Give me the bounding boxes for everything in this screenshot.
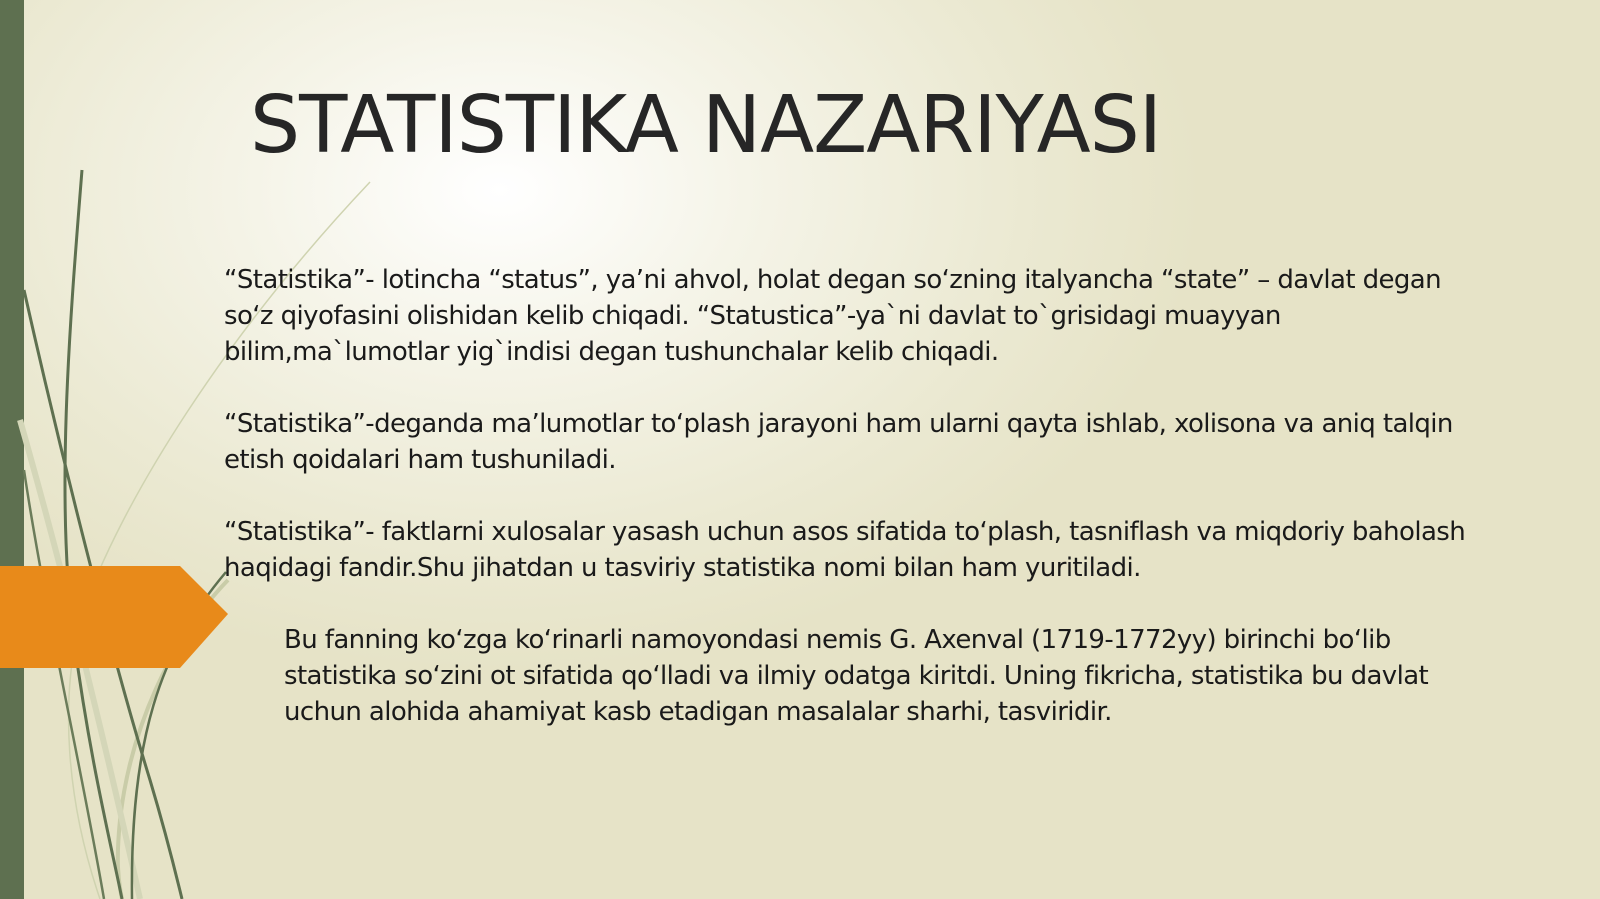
paragraph-2: “Statistika”-deganda ma’lumotlar to‘plash jarayoni ham ularni qayta ishlab, xolisona va aniq talqin etish qoidalari ham tushuniladi. <box>224 409 1453 475</box>
slide-body-text <box>224 262 1474 766</box>
paragraph-3: “Statistika”- faktlarni xulosalar yasash uchun asos sifatida to‘plash, tasniflash va miqdoriy baholash haqidagi fandir.Shu jihatdan u tasviriy statistika nomi bilan ham yuritiladi. <box>224 517 1466 583</box>
paragraph-4 <box>224 622 1474 730</box>
paragraph-4-text: Bu fanning ko‘zga ko‘rinarli namoyondasi nemis G. Axenval (1719-1772yy) birinchi bo‘lib statistika so‘zini ot sifatida qo‘lladi va ilmiy odatga kiritdi. Uning fikricha, statistika bu davlat uchun alohida ahamiyat kasb etadigan masalalar sharhi, tasviridir. <box>284 625 1429 727</box>
paragraph-1: “Statistika”- lotincha “status”, ya’ni ahvol, holat degan so‘zning italyancha “state” – davlat degan so‘z qiyofasini olishidan kelib chiqadi. “Statustica”-ya`ni davlat to`grisidagi muayyan bilim,ma`lumotlar yig`indisi degan tushunchalar kelib chiqadi. <box>224 265 1442 367</box>
orange-arrow-shape <box>0 566 228 668</box>
slide-title: STATISTIKA NAZARIYASI <box>250 79 1162 171</box>
